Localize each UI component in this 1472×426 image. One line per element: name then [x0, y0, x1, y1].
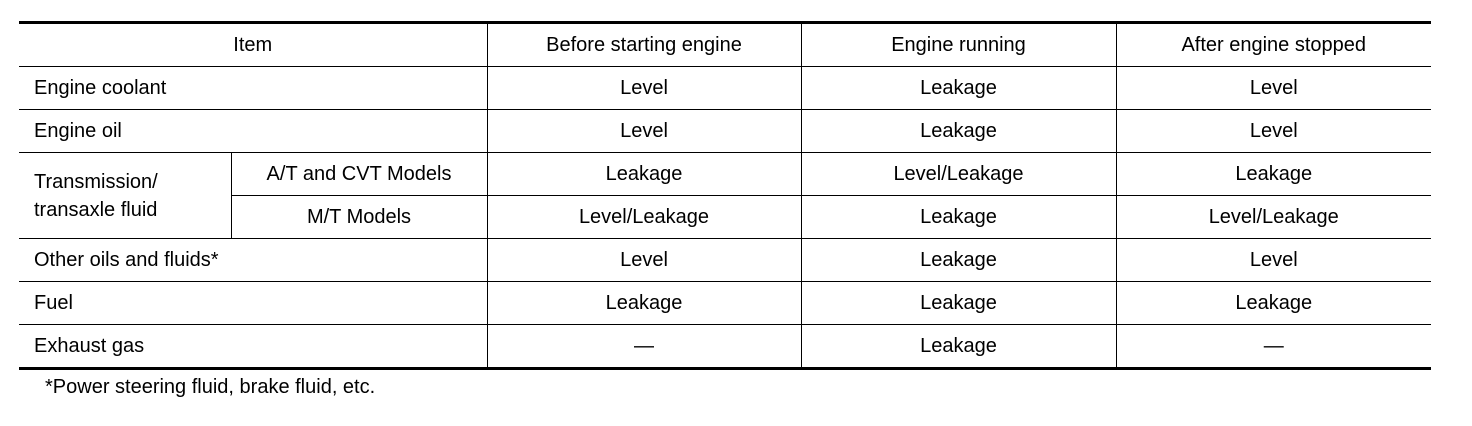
- header-before-starting-engine: Before starting engine: [487, 23, 801, 67]
- before-cell: —: [487, 325, 801, 369]
- before-cell: Level: [487, 110, 801, 153]
- before-cell: Level: [487, 67, 801, 110]
- table-row: [19, 196, 1431, 239]
- header-after-engine-stopped: After engine stopped: [1116, 23, 1431, 67]
- before-cell: Leakage: [487, 282, 801, 325]
- item-cell: Engine oil: [19, 110, 487, 153]
- after-cell: Level: [1116, 110, 1431, 153]
- running-cell: Level/Leakage: [801, 153, 1116, 196]
- before-cell: Level/Leakage: [487, 196, 801, 239]
- after-cell: —: [1116, 325, 1431, 369]
- table-row: [19, 325, 1431, 369]
- subitem-cell: A/T and CVT Models: [231, 153, 487, 196]
- table-row: [19, 67, 1431, 110]
- table-row: [19, 153, 1431, 196]
- after-cell: Level: [1116, 239, 1431, 282]
- before-cell: Level: [487, 239, 801, 282]
- item-cell: Transmission/ transaxle fluid: [19, 153, 231, 239]
- header-item: Item: [19, 23, 487, 67]
- running-cell: Leakage: [801, 196, 1116, 239]
- item-cell: Fuel: [19, 282, 487, 325]
- header-engine-running: Engine running: [801, 23, 1116, 67]
- table-header-row: [19, 23, 1431, 67]
- inspection-table: [19, 21, 1431, 370]
- item-cell: Exhaust gas: [19, 325, 487, 369]
- item-cell: Engine coolant: [19, 67, 487, 110]
- running-cell: Leakage: [801, 325, 1116, 369]
- running-cell: Leakage: [801, 110, 1116, 153]
- running-cell: Leakage: [801, 239, 1116, 282]
- before-cell: Leakage: [487, 153, 801, 196]
- after-cell: Level/Leakage: [1116, 196, 1431, 239]
- item-cell: Other oils and fluids*: [19, 239, 487, 282]
- after-cell: Leakage: [1116, 153, 1431, 196]
- table-row: [19, 282, 1431, 325]
- running-cell: Leakage: [801, 282, 1116, 325]
- subitem-cell: M/T Models: [231, 196, 487, 239]
- table-row: [19, 239, 1431, 282]
- footnote: *Power steering fluid, brake fluid, etc.: [45, 376, 376, 398]
- after-cell: Leakage: [1116, 282, 1431, 325]
- table-row: [19, 110, 1431, 153]
- running-cell: Leakage: [801, 67, 1116, 110]
- after-cell: Level: [1116, 67, 1431, 110]
